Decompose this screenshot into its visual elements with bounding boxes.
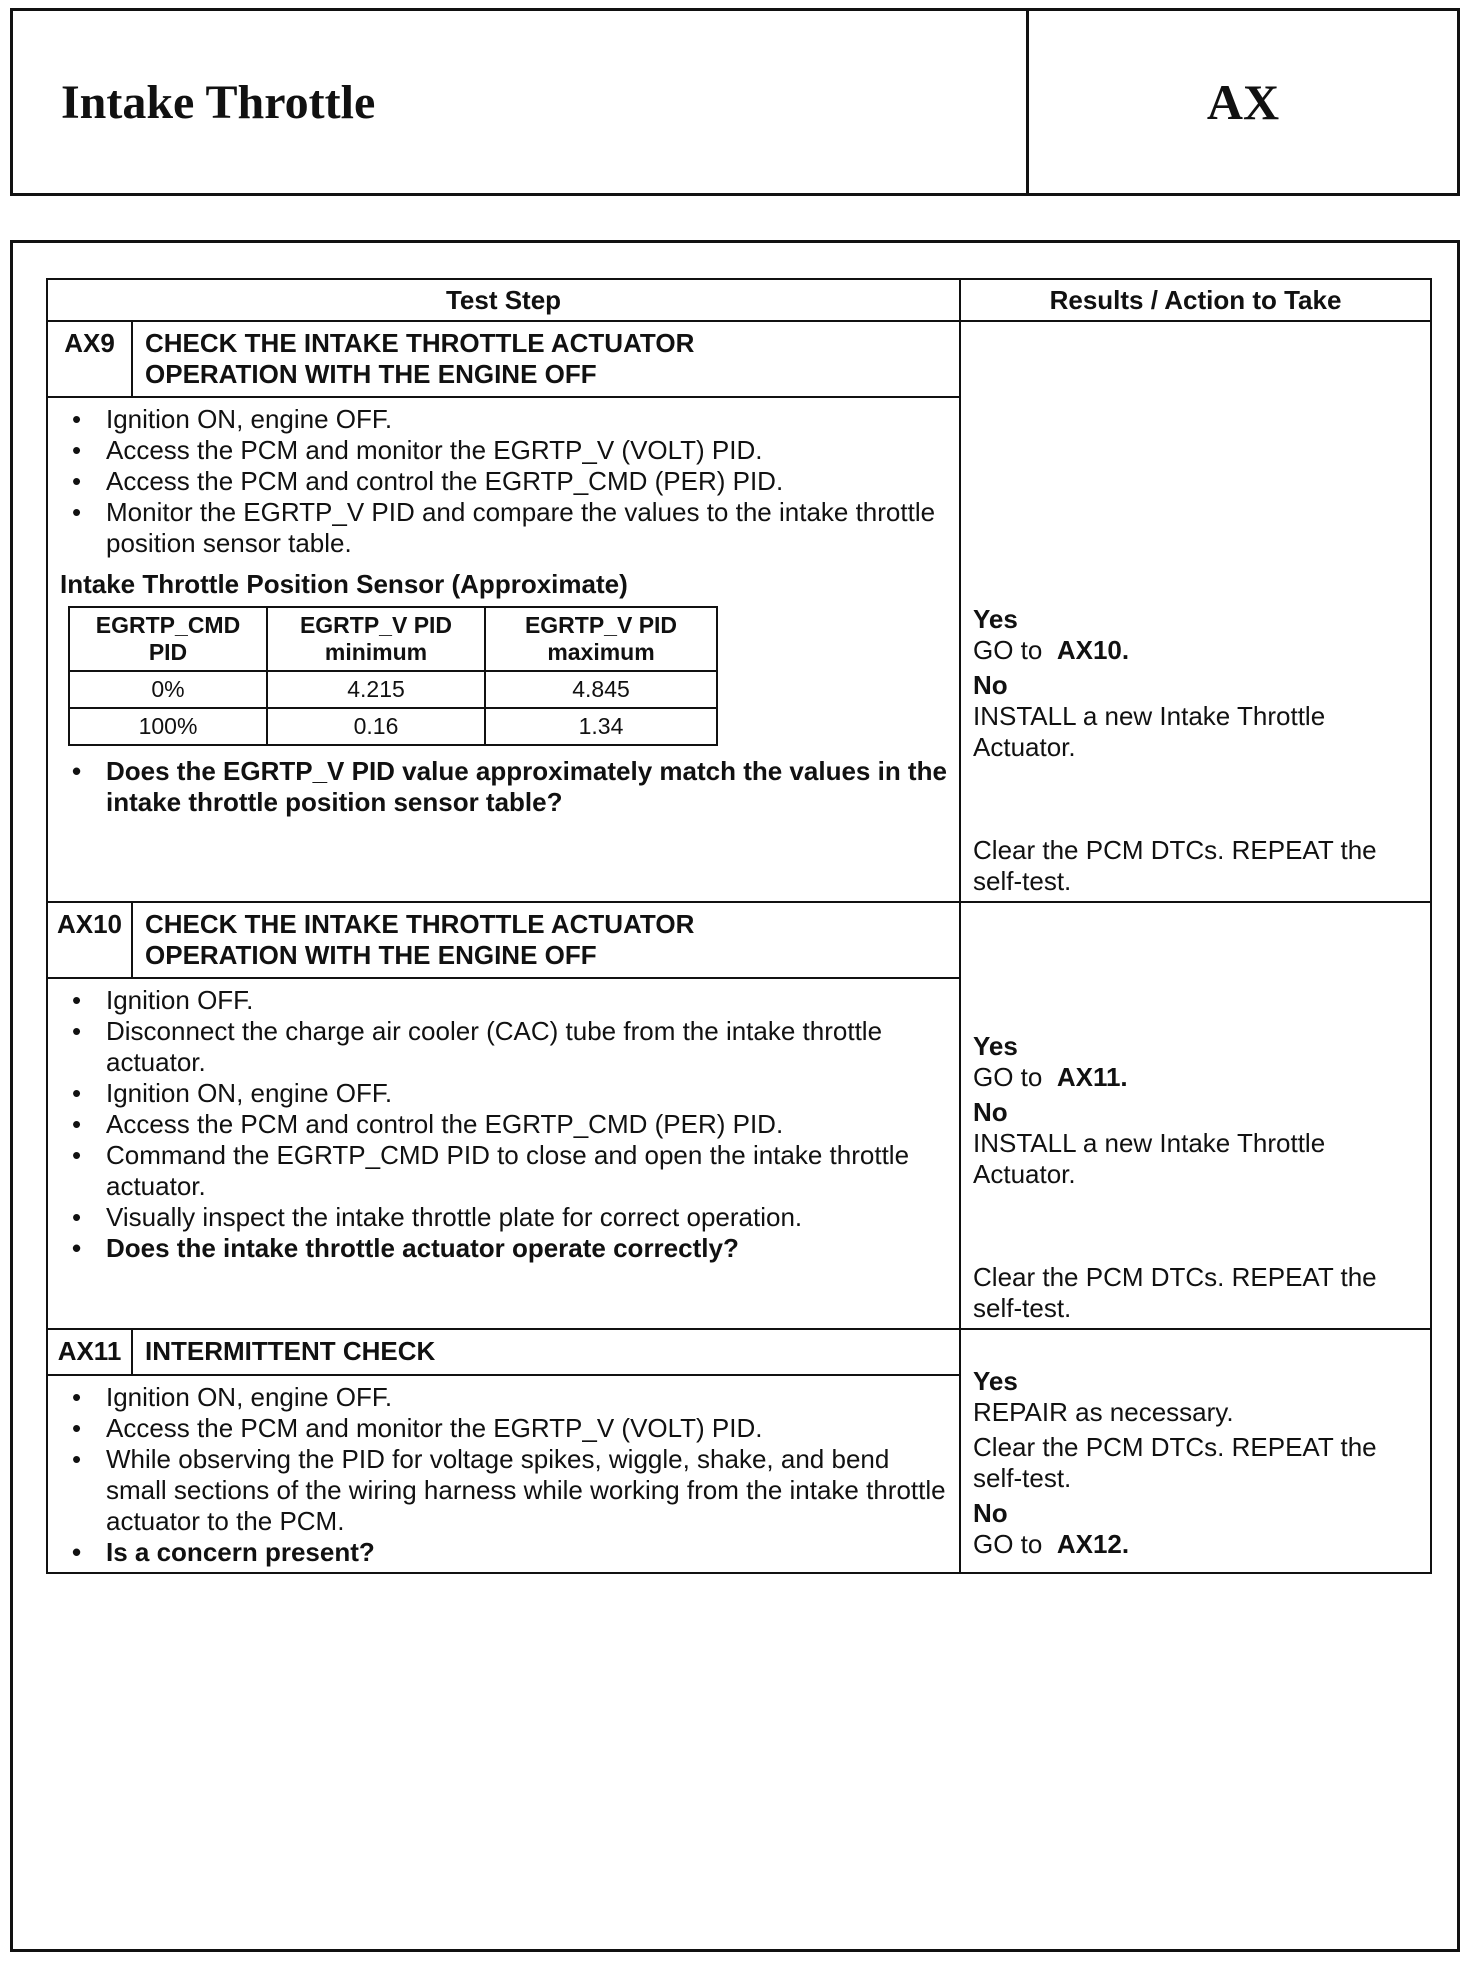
- step-title: [132, 321, 960, 397]
- page-header: [10, 8, 1460, 196]
- instruction-list: [60, 985, 949, 1264]
- goto-link-ax11[interactable]: AX11.: [1056, 1062, 1128, 1092]
- test-step-header: Test Step: [47, 279, 960, 321]
- question-list: [60, 756, 949, 818]
- diagnostic-table: [46, 278, 1432, 1574]
- step-title-line: OPERATION WITH THE ENGINE OFF: [145, 940, 597, 970]
- list-item: • Visually inspect the intake throttle plate for correct operation.: [106, 1202, 949, 1233]
- no-label: No: [973, 1498, 1008, 1528]
- yes-label: Yes: [973, 1031, 1018, 1061]
- step-ax9-results: [960, 321, 1431, 902]
- yes-action: [973, 635, 1420, 666]
- table-cell: 4.215: [267, 671, 485, 708]
- list-item: • Access the PCM and monitor the EGRTP_V (VOLT) PID.: [106, 435, 949, 466]
- list-item: • Ignition OFF.: [106, 985, 949, 1016]
- list-item: • Monitor the EGRTP_V PID and compare the values to the intake throttle position sensor table.: [106, 497, 949, 559]
- footer-note: Clear the PCM DTCs. REPEAT the self-test.: [973, 835, 1377, 896]
- table-header-cell: EGRTP_V PID minimum: [267, 607, 485, 671]
- step-ax10-results: [960, 902, 1431, 1329]
- step-id: AX11: [47, 1329, 132, 1375]
- no-action: INSTALL a new Intake Throttle Actuator.: [973, 1128, 1326, 1189]
- yes-label: Yes: [973, 1366, 1018, 1396]
- list-item: • Command the EGRTP_CMD PID to close and open the intake throttle actuator.: [106, 1140, 949, 1202]
- table-cell: 4.845: [485, 671, 717, 708]
- step-body: [47, 1375, 960, 1573]
- table-row: [69, 607, 717, 671]
- step-title-line: CHECK THE INTAKE THROTTLE ACTUATOR: [145, 328, 695, 358]
- step-body: [47, 978, 960, 1329]
- footer-note: Clear the PCM DTCs. REPEAT the self-test.: [973, 1262, 1377, 1323]
- table-header-cell: EGRTP_V PID maximum: [485, 607, 717, 671]
- step-title: [132, 902, 960, 978]
- step-title: [132, 1329, 960, 1375]
- step-question: • Is a concern present?: [106, 1537, 949, 1568]
- footer-note: Clear the PCM DTCs. REPEAT the self-test.: [973, 1432, 1377, 1493]
- step-body: [47, 397, 960, 902]
- table-cell: 0%: [69, 671, 267, 708]
- content-frame: [10, 240, 1460, 1952]
- step-title-line: OPERATION WITH THE ENGINE OFF: [145, 359, 597, 389]
- step-id: AX10: [47, 902, 132, 978]
- list-item: • Ignition ON, engine OFF.: [106, 404, 949, 435]
- results-header: Results / Action to Take: [960, 279, 1431, 321]
- step-question: • Does the EGRTP_V PID value approximately match the values in the intake throttle position sensor table?: [106, 756, 949, 818]
- list-item: • Access the PCM and monitor the EGRTP_V (VOLT) PID.: [106, 1413, 949, 1444]
- list-item: • Access the PCM and control the EGRTP_CMD (PER) PID.: [106, 1109, 949, 1140]
- step-ax9-title-row: [47, 321, 1431, 397]
- step-ax11-results: [960, 1329, 1431, 1573]
- no-action: [973, 1529, 1420, 1560]
- yes-action: [973, 1062, 1420, 1093]
- step-ax10-title-row: [47, 902, 1431, 978]
- step-title-line: INTERMITTENT CHECK: [145, 1336, 436, 1366]
- no-text: GO to: [973, 1529, 1043, 1559]
- table-cell: 0.16: [267, 708, 485, 745]
- list-item: • Ignition ON, engine OFF.: [106, 1078, 949, 1109]
- yes-text: GO to: [973, 635, 1043, 665]
- instruction-list: [60, 404, 949, 559]
- step-ax11-title-row: [47, 1329, 1431, 1375]
- yes-text: GO to: [973, 1062, 1043, 1092]
- no-action: INSTALL a new Intake Throttle Actuator.: [973, 701, 1326, 762]
- page-title: Intake Throttle: [13, 11, 1029, 193]
- list-item: • While observing the PID for voltage spikes, wiggle, shake, and bend small sections of the wiring harness while working from the intake throttle actuator to the PCM.: [106, 1444, 949, 1537]
- table-header-row: [47, 279, 1431, 321]
- no-label: No: [973, 1097, 1008, 1127]
- table-row: [69, 671, 717, 708]
- no-label: No: [973, 670, 1008, 700]
- yes-action: REPAIR as necessary.: [973, 1397, 1234, 1427]
- step-id: AX9: [47, 321, 132, 397]
- table-header-cell: EGRTP_CMD PID: [69, 607, 267, 671]
- step-title-line: CHECK THE INTAKE THROTTLE ACTUATOR: [145, 909, 695, 939]
- yes-label: Yes: [973, 604, 1018, 634]
- sensor-table: [68, 606, 718, 746]
- table-row: [69, 708, 717, 745]
- instruction-list: [60, 1382, 949, 1568]
- list-item: • Access the PCM and control the EGRTP_CMD (PER) PID.: [106, 466, 949, 497]
- goto-link-ax10[interactable]: AX10.: [1056, 635, 1130, 665]
- sensor-table-title: Intake Throttle Position Sensor (Approximate): [60, 569, 628, 599]
- section-code: AX: [1206, 74, 1280, 130]
- table-cell: 1.34: [485, 708, 717, 745]
- list-item: • Disconnect the charge air cooler (CAC) tube from the intake throttle actuator.: [106, 1016, 949, 1078]
- list-item: • Ignition ON, engine OFF.: [106, 1382, 949, 1413]
- goto-link-ax12[interactable]: AX12.: [1056, 1529, 1130, 1559]
- step-question: • Does the intake throttle actuator operate correctly?: [106, 1233, 949, 1264]
- table-cell: 100%: [69, 708, 267, 745]
